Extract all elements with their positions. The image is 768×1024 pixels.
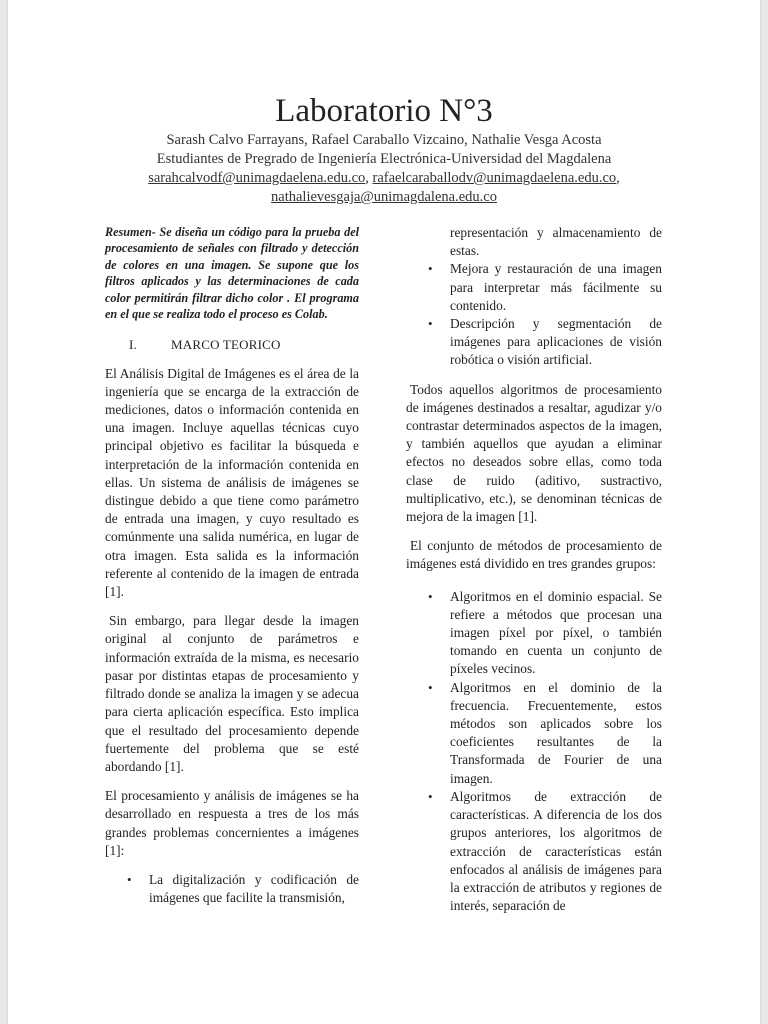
- bullet-icon: •: [428, 588, 433, 604]
- list-item-continuation: [406, 224, 662, 260]
- email-separator: ,: [365, 170, 373, 186]
- section-heading: [105, 336, 359, 354]
- bullet-list: [105, 871, 359, 907]
- list-item-text: Mejora y restauración de una imagen para interpretar más fácilmente su contenido.: [450, 261, 662, 313]
- bullet-icon: •: [428, 316, 433, 332]
- list-item: [406, 679, 662, 788]
- right-column: [406, 224, 662, 926]
- paragraph: El Análisis Digital de Imágenes es el área de la ingeniería que se encarga de la extracción de mediciones, datos o información contenida en una imagen. Incluye aquellas técnicas cuyo principal objetivo es facilitar la búsqueda e interpretación de la información contenida en ellas. Un sistema de análisis de imágenes se distingue debido a que tiene como parámetro de entrada una imagen, y cuyo resultado es comúnmente una salida numérica, en lugar de otra imagen. Esta salida es la información referente al contenido de la imagen de entrada [1].: [105, 365, 359, 600]
- email-link-3[interactable]: nathalievesgaja@unimagdalena.edu.co: [271, 189, 497, 205]
- bullet-list: [406, 588, 662, 916]
- list-item: [406, 315, 662, 370]
- section-title: MARCO TEORICO: [171, 337, 281, 353]
- paragraph: Todos aquellos algoritmos de procesamiento de imágenes destinados a resaltar, agudizar y/o contrastar determinados aspectos de la imagen, y también aquellos que ayudan a eliminar efectos no deseados sobre ellas, como toda clase de ruido (aditivo, sustractivo, multiplicativo, etc.), se denominan técnicas de mejora de la imagen [1].: [406, 381, 662, 525]
- list-item-text: Algoritmos de extracción de características. A diferencia de los dos grupos anteriores, los algoritmos de extracción de características están enfocados al análisis de imágenes para la extracción de atributos y regiones de interés, separación de: [450, 788, 662, 914]
- list-item-text: Descripción y segmentación de imágenes para aplicaciones de visión robótica o visión artificial.: [450, 316, 662, 368]
- author-list: Sarash Calvo Farrayans, Rafael Caraballo Vizcaino, Nathalie Vesga Acosta: [166, 132, 602, 148]
- email-line-2: [8, 188, 760, 206]
- paper-title: Laboratorio N°3: [275, 93, 493, 129]
- list-item: [105, 871, 359, 907]
- list-item-text: La digitalización y codificación de imágenes que facilite la transmisión,: [149, 871, 359, 906]
- section-number: I.: [129, 337, 137, 353]
- list-item: [406, 260, 662, 315]
- email-link-1[interactable]: sarahcalvodf@unimagdaelena.edu.co: [148, 170, 366, 186]
- abstract: Resumen- Se diseña un código para la prueba del procesamiento de señales con filtrado y detección de colores en una imagen. Se supone que los filtros aplicados y las determinaciones de cada color permitirán filtrar dicho color . El programa en el que se realiza todo el proceso es Colab.: [105, 225, 359, 322]
- document-page: [8, 0, 760, 1024]
- list-item: [406, 588, 662, 679]
- email-link-2[interactable]: rafaelcaraballodv@unimagdaelena.edu.co: [372, 170, 617, 186]
- bullet-icon: •: [428, 261, 433, 277]
- list-item: [406, 788, 662, 915]
- list-item-text: Algoritmos en el dominio espacial. Se refiere a métodos que procesan una imagen píxel por píxel, o también tomando en cuenta un conjunto de píxeles vecinos.: [450, 588, 662, 677]
- left-column: [105, 224, 359, 918]
- paragraph: Sin embargo, para llegar desde la imagen original al conjunto de parámetros e información extraída de la misma, es necesario pasar por distintas etapas de procesamiento y filtrado donde se analiza la imagen y se adecua para cierta aplicación específica. Esto implica que el resultado del procesamiento depende fuertemente del problema que se esté abordando [1].: [105, 613, 359, 774]
- affiliation: Estudiantes de Pregrado de Ingeniería Electrónica-Universidad del Magdalena: [156, 151, 612, 167]
- bullet-icon: •: [428, 788, 433, 804]
- bullet-list: [406, 224, 662, 370]
- paragraph: El conjunto de métodos de procesamiento de imágenes está dividido en tres grandes grupos:: [406, 538, 662, 572]
- paragraph: El procesamiento y análisis de imágenes se ha desarrollado en respuesta a tres de los más grandes problemas concernientes a imágenes [1]:: [105, 788, 359, 858]
- list-item-text: representación y almacenamiento de estas.: [450, 225, 662, 259]
- bullet-icon: •: [428, 679, 433, 695]
- email-line-1: [8, 169, 760, 187]
- email-separator: ,: [616, 170, 620, 186]
- list-item-text: Algoritmos en el dominio de la frecuencia. Frecuentemente, estos métodos son aplicados sobre los coeficientes resultantes de la Transformada de Fourier de una imagen.: [450, 679, 662, 786]
- bullet-icon: •: [127, 871, 132, 887]
